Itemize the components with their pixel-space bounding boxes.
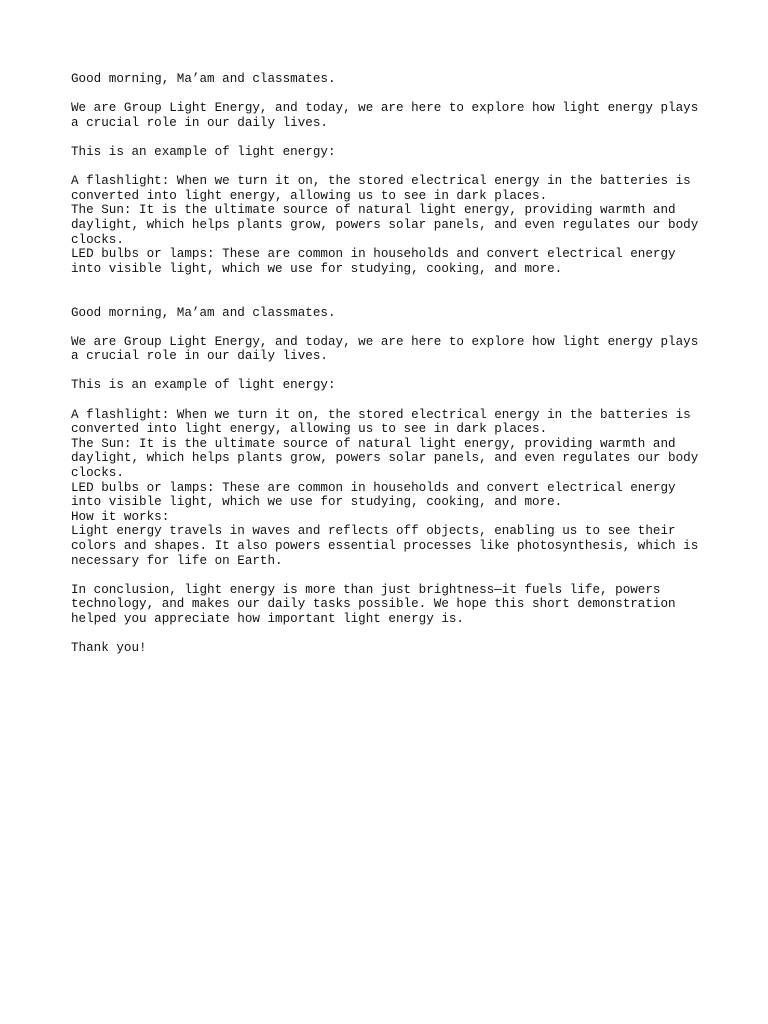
- how-it-works-line: Light energy travels in waves and reflects off objects, enabling us to see their: [71, 524, 676, 539]
- example-line: The Sun: It is the ultimate source of natural light energy, providing warmth and: [71, 436, 676, 451]
- greeting-line: Good morning, Ma’am and classmates.: [71, 305, 336, 320]
- example-line: into visible light, which we use for studying, cooking, and more.: [71, 495, 563, 510]
- example-line: LED bulbs or lamps: These are common in households and convert electrical energy: [71, 480, 676, 495]
- how-it-works-line: colors and shapes. It also powers essential processes like photosynthesis, which is: [71, 539, 699, 553]
- conclusion-line: helped you appreciate how important light energy is.: [71, 611, 464, 626]
- example-line: daylight, which helps plants grow, powers solar panels, and even regulates our body: [71, 451, 699, 466]
- example-line: The Sun: It is the ultimate source of natural light energy, providing warmth and: [71, 203, 676, 218]
- conclusion-line: technology, and makes our daily tasks possible. We hope this short demonstration: [71, 597, 676, 612]
- example-line: A flashlight: When we turn it on, the stored electrical energy in the batteries is: [71, 407, 691, 422]
- example-heading: This is an example of light energy:: [71, 378, 336, 393]
- example-heading: This is an example of light energy:: [71, 144, 336, 159]
- intro-line: a crucial role in our daily lives.: [71, 349, 328, 364]
- example-line: LED bulbs or lamps: These are common in households and convert electrical energy: [71, 247, 676, 262]
- conclusion-line: In conclusion, light energy is more than just brightness—it fuels life, powers: [71, 582, 661, 597]
- how-it-works-heading: How it works:: [71, 509, 170, 524]
- document-page: [71, 72, 731, 656]
- greeting-line: Good morning, Ma’am and classmates.: [71, 72, 336, 86]
- intro-line: We are Group Light Energy, and today, we are here to explore how light energy plays: [71, 334, 699, 349]
- example-line: clocks.: [71, 466, 124, 481]
- example-line: into visible light, which we use for studying, cooking, and more.: [71, 261, 563, 276]
- intro-line: We are Group Light Energy, and today, we are here to explore how light energy plays: [71, 101, 699, 116]
- example-line: converted into light energy, allowing us to see in dark places.: [71, 422, 548, 437]
- closing-line: Thank you!: [71, 641, 147, 656]
- example-line: converted into light energy, allowing us to see in dark places.: [71, 188, 548, 203]
- example-line: clocks.: [71, 232, 124, 247]
- example-line: daylight, which helps plants grow, powers solar panels, and even regulates our body: [71, 217, 699, 232]
- example-line: A flashlight: When we turn it on, the stored electrical energy in the batteries is: [71, 174, 691, 189]
- how-it-works-line: necessary for life on Earth.: [71, 553, 283, 568]
- intro-line: a crucial role in our daily lives.: [71, 115, 328, 130]
